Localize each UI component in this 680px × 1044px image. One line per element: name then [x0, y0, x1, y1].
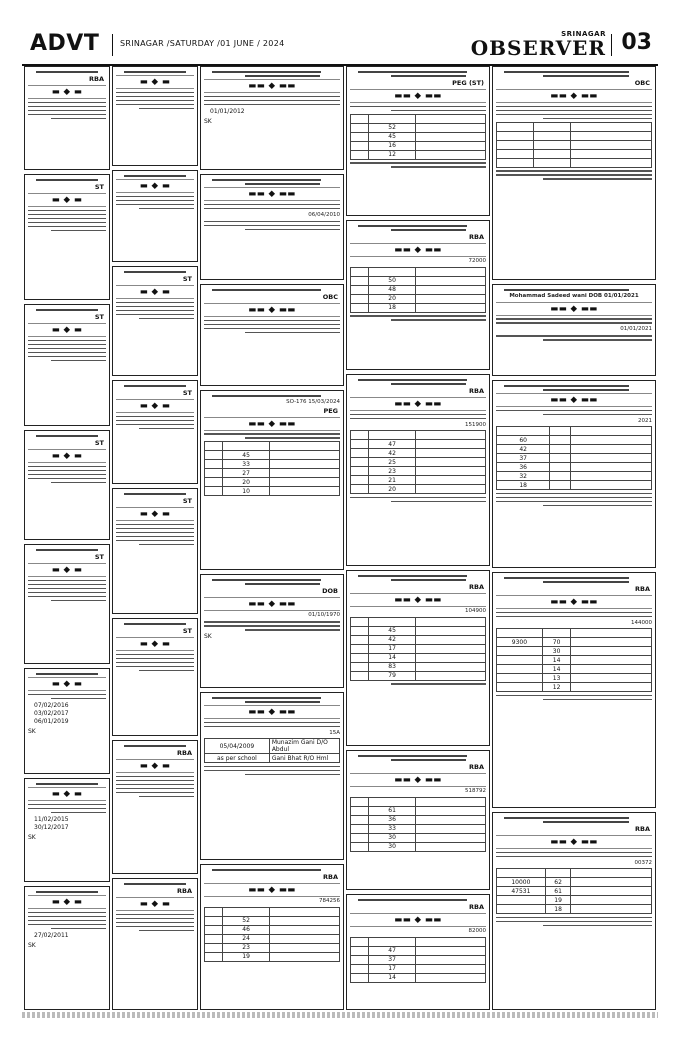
advertisement — [492, 812, 656, 1010]
brand-name: OBSERVER — [470, 36, 606, 60]
advertisement — [200, 284, 344, 386]
ad-category: ST — [94, 553, 104, 561]
ad-income: 104900 — [465, 608, 486, 614]
ad-heading-graphic: ▬ ◆ ▬ — [28, 563, 106, 577]
advertisement — [346, 570, 490, 746]
ad-dates: 11/02/2015 30/12/2017 — [34, 815, 69, 831]
ad-heading-graphic: ▬▬ ◆ ▬▬ — [496, 595, 652, 609]
ad-table: 47 42 25 23 21 20 — [350, 430, 486, 494]
ad-heading-graphic: ▬ ◆ ▬ — [28, 193, 106, 207]
ad-heading-graphic: ▬ ◆ ▬ — [28, 677, 106, 691]
ad-signature: SK — [204, 117, 212, 125]
ad-date: 01/10/1970 — [308, 612, 340, 618]
ad-signature: SK — [28, 833, 36, 841]
dateline: SRINAGAR /SATURDAY /01 JUNE / 2024 — [120, 39, 285, 48]
section-label: ADVT — [30, 31, 100, 56]
ad-category: RBA — [469, 233, 484, 241]
ad-heading-graphic: ▬▬ ◆ ▬▬ — [204, 79, 340, 93]
ad-table: 10000 62 47531 61 19 18 — [496, 868, 652, 914]
ad-reference: 15A — [329, 729, 340, 736]
column-5 — [492, 66, 656, 1010]
ad-heading-graphic: ▬ ◆ ▬ — [28, 85, 106, 99]
advertisement — [24, 668, 110, 774]
advertisement — [112, 878, 198, 1010]
ad-heading-graphic: ▬ ◆ ▬ — [116, 759, 194, 773]
advertisement — [200, 66, 344, 170]
ad-category: ST — [94, 439, 104, 447]
advertisement — [492, 66, 656, 280]
advertisement — [200, 390, 344, 570]
advertisement — [346, 374, 490, 566]
ad-income: 151900 — [465, 421, 486, 428]
ad-dates: 07/02/2016 03/02/2017 06/01/2019 — [34, 701, 69, 725]
ad-heading-graphic: ▬ ◆ ▬ — [28, 449, 106, 463]
page-number: 03 — [621, 30, 652, 55]
ad-category: RBA — [323, 873, 338, 881]
ad-date: 06/04/2010 — [308, 211, 340, 218]
advertisement — [112, 170, 198, 262]
ad-category: OBC — [634, 79, 650, 87]
ad-heading-graphic: ▬▬ ◆ ▬▬ — [204, 705, 340, 719]
ad-heading-graphic: ▬▬ ◆ ▬▬ — [496, 302, 652, 316]
column-4 — [346, 66, 490, 1010]
ad-heading-graphic: ▬▬ ◆ ▬▬ — [350, 593, 486, 607]
ad-category: RBA — [177, 749, 192, 757]
column-3 — [200, 66, 344, 1010]
ad-table: 9300 70 30 14 14 13 12 — [496, 628, 652, 692]
ad-heading-graphic: ▬▬ ◆ ▬▬ — [496, 835, 652, 849]
advertisement — [200, 574, 344, 688]
ad-category: PEG (ST) — [452, 79, 484, 87]
ad-heading-graphic: ▬ ◆ ▬ — [28, 895, 106, 909]
ad-table: 52 45 16 12 — [350, 114, 486, 160]
advertisement — [112, 488, 198, 614]
ad-signature: SK — [28, 941, 36, 949]
advertisement — [346, 894, 490, 1010]
ad-category: ST — [182, 389, 192, 397]
masthead-divider — [611, 34, 612, 56]
ad-heading-graphic: ▬▬ ◆ ▬▬ — [350, 89, 486, 103]
brand-logo — [471, 30, 606, 58]
ad-dob-line: Mohammad Sadeed wani DOB 01/01/2021 — [509, 293, 639, 299]
ad-category: RBA — [469, 903, 484, 911]
ad-heading-graphic: ▬▬ ◆ ▬▬ — [204, 597, 340, 611]
advertisement — [112, 618, 198, 736]
ad-table: 52 46 24 23 19 — [204, 907, 340, 962]
ad-heading-graphic: ▬▬ ◆ ▬▬ — [350, 397, 486, 411]
ad-category: ST — [94, 183, 104, 191]
column-2 — [112, 66, 198, 1010]
ad-heading-graphic: ▬ ◆ ▬ — [28, 323, 106, 337]
ad-date: 01/01/2021 — [620, 326, 652, 332]
ad-table: 61 36 33 30 30 — [350, 797, 486, 852]
ad-category: ST — [182, 627, 192, 635]
ad-category: RBA — [635, 825, 650, 833]
ad-heading-graphic: ▬▬ ◆ ▬▬ — [496, 89, 652, 103]
column-1 — [24, 66, 110, 1010]
advertisement — [492, 572, 656, 808]
ad-heading-graphic: ▬▬ ◆ ▬▬ — [204, 187, 340, 201]
ad-category: RBA — [469, 387, 484, 395]
ad-date: 01/01/2012 — [210, 107, 245, 115]
ad-category: PEG — [323, 406, 338, 415]
ad-signature: SK — [204, 633, 212, 640]
ad-category: RBA — [177, 887, 192, 895]
advertisement — [346, 750, 490, 890]
ad-table: 45 42 17 14 83 79 — [350, 617, 486, 681]
ad-income: 144000 — [631, 619, 652, 626]
ad-heading-graphic: ▬ ◆ ▬ — [116, 179, 194, 193]
ad-heading-graphic: ▬▬ ◆ ▬▬ — [204, 303, 340, 317]
page-footer-rule — [22, 1012, 658, 1018]
advertisement — [24, 544, 110, 664]
ad-income: 784256 — [319, 898, 340, 904]
advertisement — [200, 864, 344, 1010]
advertisement — [200, 692, 344, 860]
name-cell: Gani Bhat R/O Hml — [269, 754, 339, 763]
masthead — [22, 28, 658, 66]
dob-cell: 05/04/2009 — [205, 739, 270, 754]
advertisement — [24, 304, 110, 426]
advertisement — [200, 174, 344, 280]
ad-heading-graphic: ▬ ◆ ▬ — [116, 285, 194, 299]
ad-heading-graphic: ▬▬ ◆ ▬▬ — [204, 883, 340, 897]
advertisement — [24, 66, 110, 170]
masthead-divider — [112, 34, 113, 56]
ad-category: ST — [182, 497, 192, 505]
ad-year: 2021 — [638, 417, 652, 424]
ad-category: ST — [182, 275, 192, 283]
ad-heading-graphic: ▬▬ ◆ ▬▬ — [350, 913, 486, 927]
advertisement — [24, 778, 110, 882]
ad-heading-graphic: ▬ ◆ ▬ — [116, 637, 194, 651]
ad-table — [496, 122, 652, 168]
advertisement — [346, 66, 490, 216]
ad-income: 518792 — [465, 788, 486, 794]
ad-table: 60 42 37 36 32 18 — [496, 426, 652, 490]
advertisement — [346, 220, 490, 370]
ad-heading-graphic: ▬ ◆ ▬ — [116, 75, 194, 89]
brand-city: SRINAGAR — [561, 30, 606, 38]
ad-heading-graphic: ▬ ◆ ▬ — [116, 897, 194, 911]
dob-source-cell: as per school — [205, 754, 270, 763]
ad-heading-graphic: ▬ ◆ ▬ — [28, 787, 106, 801]
advertisement — [492, 284, 656, 376]
advertisement — [492, 380, 656, 568]
ad-income: 82000 — [468, 928, 486, 934]
ad-category: DOB — [322, 587, 338, 595]
classifieds-grid — [24, 66, 656, 1010]
ad-category: ST — [94, 313, 104, 321]
ad-category: RBA — [469, 763, 484, 771]
ad-table: 45 33 27 20 10 — [204, 441, 340, 496]
advertisement — [112, 740, 198, 874]
ad-heading-graphic: ▬ ◆ ▬ — [116, 399, 194, 413]
ad-category: OBC — [322, 293, 338, 301]
advertisement — [24, 174, 110, 300]
ad-table: 47 37 17 14 — [350, 937, 486, 983]
ad-signature: SK — [28, 727, 36, 735]
ad-heading-graphic: ▬▬ ◆ ▬▬ — [496, 393, 652, 407]
ad-heading-graphic: ▬▬ ◆ ▬▬ — [204, 417, 340, 431]
name-cell: Munazim Gani D/O Abdul — [269, 739, 339, 754]
advertisement — [112, 66, 198, 166]
ad-heading-graphic: ▬ ◆ ▬ — [116, 507, 194, 521]
ad-order-line: SO-176 15/03/2024 — [286, 399, 340, 405]
ad-category: RBA — [469, 583, 484, 591]
ad-category: RBA — [89, 75, 104, 83]
ad-income: 72000 — [468, 258, 486, 264]
ad-heading-graphic: ▬▬ ◆ ▬▬ — [350, 773, 486, 787]
advertisement — [24, 886, 110, 1010]
ad-category: RBA — [635, 585, 650, 593]
advertisement — [112, 266, 198, 376]
advertisement — [24, 430, 110, 540]
ad-income: 00372 — [634, 859, 652, 866]
ad-table — [204, 738, 340, 763]
ad-heading-graphic: ▬▬ ◆ ▬▬ — [350, 243, 486, 257]
ad-date: 27/02/2011 — [34, 931, 69, 939]
advertisement — [112, 380, 198, 484]
ad-table: 50 48 20 18 — [350, 267, 486, 313]
